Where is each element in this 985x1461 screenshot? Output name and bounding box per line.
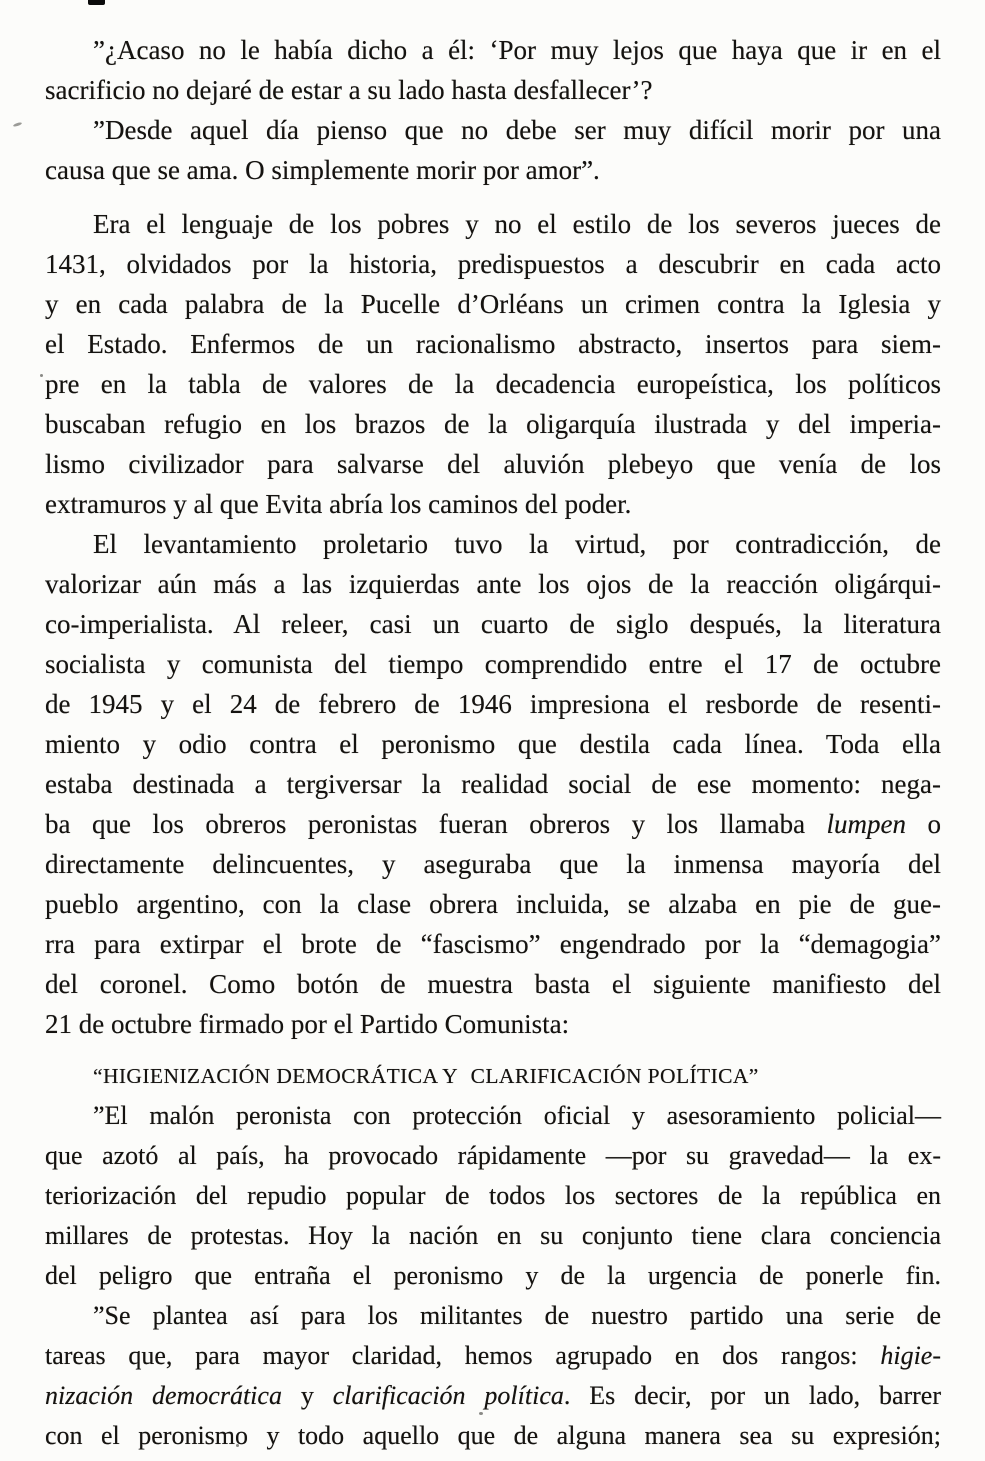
italic-text-segment: clarificación política (332, 1381, 564, 1410)
text-line (45, 604, 941, 644)
text-line (45, 284, 941, 324)
paragraph-manifesto-heading (45, 1056, 941, 1096)
text-line (45, 564, 941, 604)
text-segment: y en cada palabra de la Pucelle d’Orléans un crimen contra la Iglesia y (45, 289, 941, 319)
text-segment: lismo civilizador para salvarse del aluvión plebeyo que venía de los (45, 449, 941, 479)
text-line (45, 204, 941, 244)
text-line (45, 1256, 941, 1296)
text-line (45, 444, 941, 484)
italic-text-segment: nización democrática (45, 1381, 282, 1410)
text-line (45, 1136, 941, 1176)
italic-text-segment: higie- (880, 1341, 941, 1370)
text-line (45, 30, 941, 70)
text-line (45, 1176, 941, 1216)
text-segment: ”El malón peronista con protección oficial y asesoramiento policial— (93, 1101, 941, 1130)
text-segment: 1431, olvidados por la historia, predispuestos a descubrir en cada acto (45, 249, 941, 279)
text-segment: extramuros y al que Evita abría los caminos del poder. (45, 489, 632, 519)
text-segment: causa que se ama. O simplemente morir por amor”. (45, 155, 600, 185)
scan-speck (13, 122, 22, 128)
text-segment: del peligro que entraña el peronismo y de la urgencia de ponerle fin. (45, 1261, 941, 1290)
text-segment: directamente delincuentes, y aseguraba que la inmensa mayoría del (45, 849, 941, 879)
paragraph-manifesto-se-plantea (45, 1296, 941, 1456)
text-line (45, 724, 941, 764)
text-segment: socialista y comunista del tiempo comprendido entre el 17 de octubre (45, 649, 941, 679)
text-segment: tareas que, para mayor claridad, hemos agrupado en dos rangos: (45, 1341, 881, 1370)
italic-text-segment: lumpen (826, 809, 907, 839)
text-line (45, 524, 941, 564)
paragraph-era-el-lenguaje (45, 204, 941, 524)
text-line (45, 844, 941, 884)
text-line (45, 884, 941, 924)
text-line (45, 404, 941, 444)
text-line (45, 1096, 941, 1136)
text-segment: co-imperialista. Al releer, casi un cuarto de siglo después, la literatura (45, 609, 941, 639)
text-segment: que azotó al país, ha provocado rápidamente —por su gravedad— la ex- (45, 1141, 941, 1170)
text-segment: ”¿Acaso no le había dicho a él: ‘Por muy lejos que haya que ir en el (93, 35, 941, 65)
text-segment: . Es decir, por un lado, barrer (563, 1381, 942, 1410)
text-line (45, 244, 941, 284)
text-line (45, 150, 941, 190)
text-segment: el Estado. Enfermos de un racionalismo abstracto, insertos para siem- (45, 329, 941, 359)
text-line (45, 964, 941, 1004)
text-line (45, 1056, 941, 1096)
text-line (45, 110, 941, 150)
text-line (45, 364, 941, 404)
text-line (45, 924, 941, 964)
paragraph-quote-acaso (45, 30, 941, 110)
paragraph-manifesto-el-malon (45, 1096, 941, 1296)
text-segment: ”Se plantea así para los militantes de nuestro partido una serie de (93, 1301, 941, 1330)
text-segment: estaba destinada a tergiversar la realidad social de ese momento: nega- (45, 769, 941, 799)
text-line (45, 1376, 941, 1416)
text-line (45, 70, 941, 110)
text-segment: del coronel. Como botón de muestra basta el siguiente manifiesto del (45, 969, 941, 999)
text-segment: “HIGIENIZACIÓN DEMOCRÁTICA Y CLARIFICACIÓN POLÍTICA” (93, 1064, 759, 1088)
text-line (45, 1216, 941, 1256)
scan-artifact-top-bar (88, 0, 105, 5)
text-line (45, 1416, 941, 1456)
text-line (45, 1336, 941, 1376)
text-segment: y (281, 1381, 333, 1410)
text-segment: o (906, 809, 942, 839)
text-line (45, 764, 941, 804)
text-line (45, 804, 941, 844)
text-segment: valorizar aún más a las izquierdas ante los ojos de la reacción oligárqui- (45, 569, 941, 599)
text-segment: con el peronismo y todo aquello que de alguna manera sea su expresión; (45, 1421, 941, 1450)
text-segment: pueblo argentino, con la clase obrera incluida, se alzaba en pie de gue- (45, 889, 941, 919)
text-line (45, 644, 941, 684)
text-segment: ”Desde aquel día pienso que no debe ser muy difícil morir por una (93, 115, 941, 145)
text-line (45, 484, 941, 524)
text-segment: sacrificio no dejaré de estar a su lado hasta desfallecer’? (45, 75, 653, 105)
text-line (45, 684, 941, 724)
text-segment: 21 de octubre firmado por el Partido Comunista: (45, 1009, 570, 1039)
scan-speck (40, 374, 43, 377)
text-segment: buscaban refugio en los brazos de la oligarquía ilustrada y del imperia- (45, 409, 941, 439)
text-segment: pre en la tabla de valores de la decadencia europeística, los políticos (45, 369, 941, 399)
text-segment: teriorización del repudio popular de todos los sectores de la república en (45, 1181, 941, 1210)
paragraph-quote-desde-aquel-dia (45, 110, 941, 190)
text-segment: rra para extirpar el brote de “fascismo” engendrado por la “demagogia” (45, 929, 941, 959)
text-segment: El levantamiento proletario tuvo la virtud, por contradicción, de (93, 529, 941, 559)
text-segment: ba que los obreros peronistas fueran obreros y los llamaba (45, 809, 827, 839)
paragraph-el-levantamiento (45, 524, 941, 1044)
text-line (45, 1296, 941, 1336)
text-segment: de 1945 y el 24 de febrero de 1946 impresiona el resborde de resenti- (45, 689, 941, 719)
text-segment: millares de protestas. Hoy la nación en su conjunto tiene clara conciencia (45, 1221, 941, 1250)
text-line (45, 1004, 941, 1044)
text-line (45, 324, 941, 364)
text-segment: miento y odio contra el peronismo que destila cada línea. Toda ella (45, 729, 941, 759)
text-segment: Era el lenguaje de los pobres y no el estilo de los severos jueces de (93, 209, 941, 239)
page-text-column (45, 30, 941, 1456)
